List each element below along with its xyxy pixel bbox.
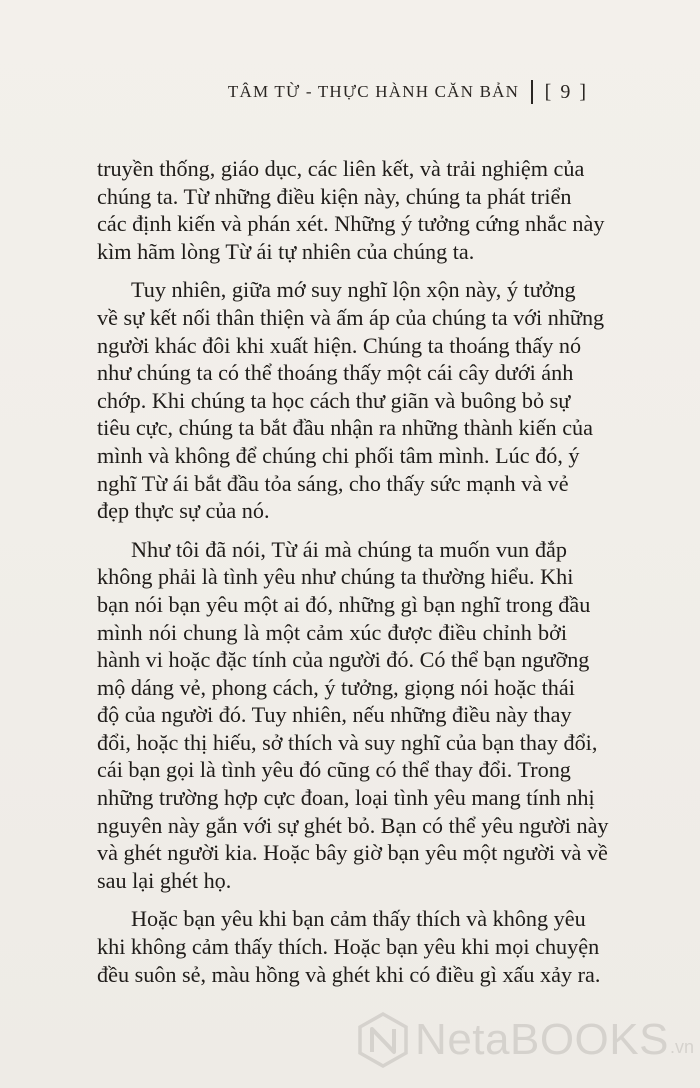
- text-line: sau lại ghét họ.: [97, 867, 232, 893]
- netabooks-watermark: [357, 1012, 694, 1068]
- text-line: đều suôn sẻ, màu hồng và ghét khi có điều gì xấu xảy ra.: [97, 961, 601, 987]
- text-line: nguyên này gắn với sự ghét bỏ. Bạn có thể yêu người này: [97, 812, 609, 838]
- text-line: mình và không để chúng chi phối tâm mình. Lúc đó, ý: [97, 442, 580, 468]
- text-line: tiêu cực, chúng ta bắt đầu nhận ra những thành kiến của: [97, 415, 593, 441]
- text-line: không phải là tình yêu như chúng ta thường hiểu. Khi: [97, 564, 574, 590]
- paragraph-4: [97, 905, 601, 988]
- text-line: truyền thống, giáo dục, các liên kết, và trải nghiệm của: [97, 156, 585, 181]
- text-line: khi không cảm thấy thích. Hoặc bạn yêu khi mọi chuyện: [97, 934, 600, 960]
- text-line: về sự kết nối thân thiện và ấm áp của chúng ta với những: [97, 304, 605, 330]
- text-line: đẹp thực sự của nó.: [97, 498, 270, 524]
- body-text: [97, 155, 609, 988]
- paragraph-3: [97, 536, 609, 895]
- text-line: mộ dáng vẻ, phong cách, ý tưởng, giọng nói hoặc thái: [97, 674, 575, 700]
- text-line: các định kiến và phán xét. Những ý tưởng cứng nhắc này: [97, 211, 605, 237]
- paragraph-2: [97, 276, 605, 524]
- text-line: kìm hãm lòng Từ ái tự nhiên của chúng ta.: [97, 238, 475, 264]
- text-line: mình nói chung là một cảm xúc được điều chỉnh bởi: [97, 619, 567, 645]
- netabooks-logo-icon: [357, 1012, 409, 1068]
- paragraph-1: [97, 155, 605, 265]
- text-line: Tuy nhiên, giữa mớ suy nghĩ lộn xộn này, ý tưởng: [131, 277, 576, 303]
- text-line: chớp. Khi chúng ta học cách thư giãn và buông bỏ sự: [97, 387, 571, 413]
- chapter-title: TÂM TỪ - THỰC HÀNH CĂN BẢN: [227, 82, 520, 101]
- text-line: Như tôi đã nói, Từ ái mà chúng ta muốn vun đắp: [131, 536, 567, 562]
- watermark-brand: NetaBOOKS: [415, 1015, 669, 1064]
- text-line: như chúng ta có thể thoáng thấy một cái cây dưới ánh: [97, 360, 574, 386]
- text-line: nghĩ Từ ái bắt đầu tỏa sáng, cho thấy sức mạnh và vẻ: [97, 470, 569, 496]
- watermark-tld: .vn: [669, 1037, 694, 1057]
- text-line: chúng ta. Từ những điều kiện này, chúng ta phát triển: [97, 183, 572, 209]
- text-line: cái bạn gọi là tình yêu đó cũng có thể thay đổi. Trong: [97, 757, 571, 783]
- text-line: Hoặc bạn yêu khi bạn cảm thấy thích và không yêu: [131, 906, 586, 932]
- text-line: người khác đôi khi xuất hiện. Chúng ta thoáng thấy nó: [97, 332, 582, 358]
- text-line: những trường hợp cực đoan, loại tình yêu mang tính nhị: [97, 785, 595, 811]
- page-number: [ 9 ]: [544, 80, 588, 103]
- running-head: [228, 80, 588, 104]
- text-line: bạn nói bạn yêu một ai đó, những gì bạn nghĩ trong đầu: [97, 591, 591, 617]
- header-divider: [531, 80, 533, 104]
- text-line: đổi, hoặc thị hiếu, sở thích và suy nghĩ của bạn thay đổi,: [97, 729, 598, 755]
- text-line: và ghét người kia. Hoặc bây giờ bạn yêu một người và về: [97, 840, 608, 866]
- text-line: độ của người đó. Tuy nhiên, nếu những điều này thay: [97, 702, 572, 728]
- text-line: hành vi hoặc đặc tính của người đó. Có thể bạn ngưỡng: [97, 647, 590, 673]
